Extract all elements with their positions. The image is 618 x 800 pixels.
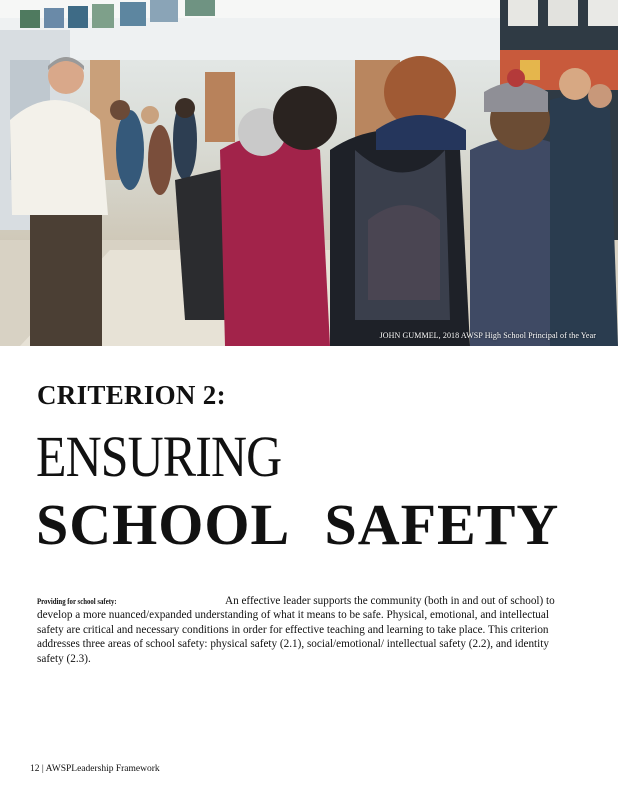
page-number: 12 bbox=[30, 764, 40, 774]
page-footer bbox=[30, 764, 160, 774]
criterion-kicker: CRITERION 2: bbox=[37, 380, 226, 410]
title-line-1: ENSURING bbox=[36, 424, 282, 489]
body-text: An effective leader supports the community (both in and out of school) to develop a more nuanced/expanded understanding of what it means to be safe. Physical, emotional, and intellectual safety are critical and necessary conditions in order for effective teaching and learning to take place. This criterion addresses three areas of school safety: physical safety (2.1), social/emotional/ intellectual safety (2.2), and identity safety (2.3). bbox=[37, 595, 555, 665]
body-lead: Providing for school safety: bbox=[37, 596, 117, 606]
publication-name: AWSPLeadership Framework bbox=[45, 764, 160, 774]
footer-separator: | bbox=[41, 764, 44, 774]
school-hallway-photo-icon bbox=[0, 0, 618, 346]
title-line-2: SCHOOL SAFETY bbox=[36, 492, 560, 557]
hallway-photo bbox=[0, 0, 618, 346]
photo-caption: JOHN GUMMEL, 2018 AWSP High School Principal of the Year bbox=[379, 331, 596, 340]
body-paragraph bbox=[37, 594, 557, 666]
